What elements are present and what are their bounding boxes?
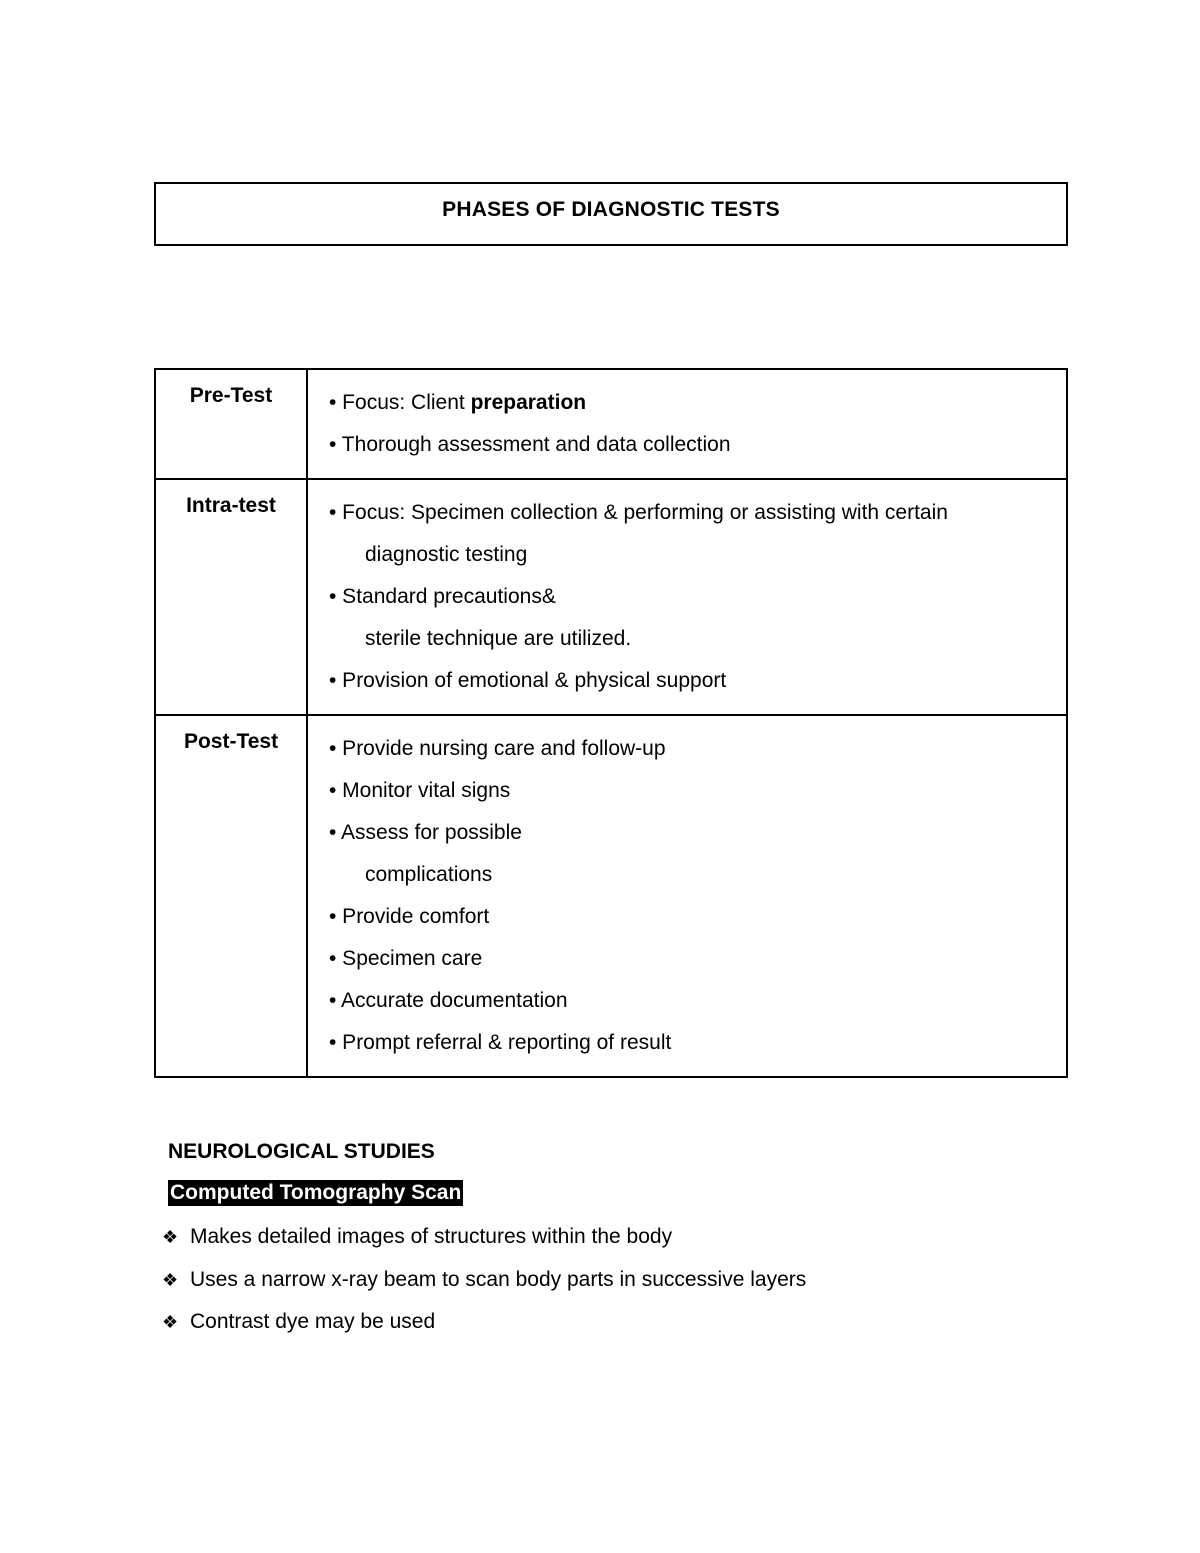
list-item	[329, 1022, 1066, 1064]
list-item	[329, 728, 1066, 770]
phase-name: Post-Test	[183, 730, 279, 753]
phase-name: Pre-Test	[189, 384, 273, 407]
list-item	[329, 812, 1066, 854]
neurological-section	[168, 1138, 463, 1206]
list-item-continuation	[329, 534, 1066, 576]
item-text: sterile technique are utilized.	[365, 627, 632, 650]
phase-name: Intra-test	[186, 494, 276, 517]
diamond-bullet-icon: ❖	[162, 1269, 179, 1290]
section-title: NEUROLOGICAL STUDIES	[168, 1140, 435, 1163]
bullet-list	[162, 1216, 806, 1344]
list-item	[329, 660, 1066, 702]
list-item	[162, 1259, 806, 1302]
list-item	[329, 938, 1066, 980]
list-item-continuation	[329, 854, 1066, 896]
list-item	[329, 382, 1066, 424]
list-item	[329, 492, 1066, 534]
item-text: • Prompt referral & reporting of result	[329, 1031, 672, 1054]
list-item	[329, 424, 1066, 466]
bullet-text: Uses a narrow x-ray beam to scan body parts in successive layers	[190, 1267, 807, 1291]
table-row	[155, 715, 1067, 1077]
phase-name-cell	[155, 715, 307, 1077]
table-row	[155, 479, 1067, 715]
phase-items-cell	[307, 479, 1067, 715]
list-item-continuation	[329, 618, 1066, 660]
item-text: • Standard precautions&	[329, 585, 556, 608]
phase-items-cell	[307, 369, 1067, 479]
item-text: complications	[365, 863, 493, 886]
table-row	[155, 369, 1067, 479]
item-text: • Assess for possible	[329, 821, 522, 844]
item-text: • Specimen care	[329, 947, 483, 970]
item-bold-text: preparation	[470, 391, 587, 414]
item-text: • Focus: Specimen collection & performing or assisting with certain	[329, 501, 948, 524]
bullet-text: Contrast dye may be used	[190, 1310, 436, 1333]
list-item	[329, 770, 1066, 812]
item-text: • Provide nursing care and follow-up	[329, 737, 666, 760]
title-box	[154, 182, 1068, 246]
phase-name-cell	[155, 369, 307, 479]
item-text: • Focus: Client	[329, 391, 471, 414]
phase-items-cell	[307, 715, 1067, 1077]
item-text: • Provision of emotional & physical support	[329, 669, 727, 692]
item-text: • Provide comfort	[329, 905, 490, 928]
bullet-text: Makes detailed images of structures within the body	[190, 1225, 673, 1248]
list-item	[329, 896, 1066, 938]
phase-name-cell	[155, 479, 307, 715]
item-text: • Accurate documentation	[329, 989, 568, 1012]
item-text: • Monitor vital signs	[329, 779, 511, 802]
page-title: PHASES OF DIAGNOSTIC TESTS	[442, 198, 780, 221]
highlighted-subtitle: Computed Tomography Scan	[170, 1181, 462, 1204]
list-item	[329, 576, 1066, 618]
diamond-bullet-icon: ❖	[162, 1312, 179, 1332]
list-item	[329, 980, 1066, 1022]
item-text: • Thorough assessment and data collection	[329, 433, 731, 456]
phases-table	[154, 368, 1068, 1078]
item-text: diagnostic testing	[365, 543, 528, 566]
list-item	[162, 1216, 806, 1259]
list-item	[162, 1301, 806, 1344]
diamond-bullet-icon: ❖	[162, 1227, 179, 1247]
